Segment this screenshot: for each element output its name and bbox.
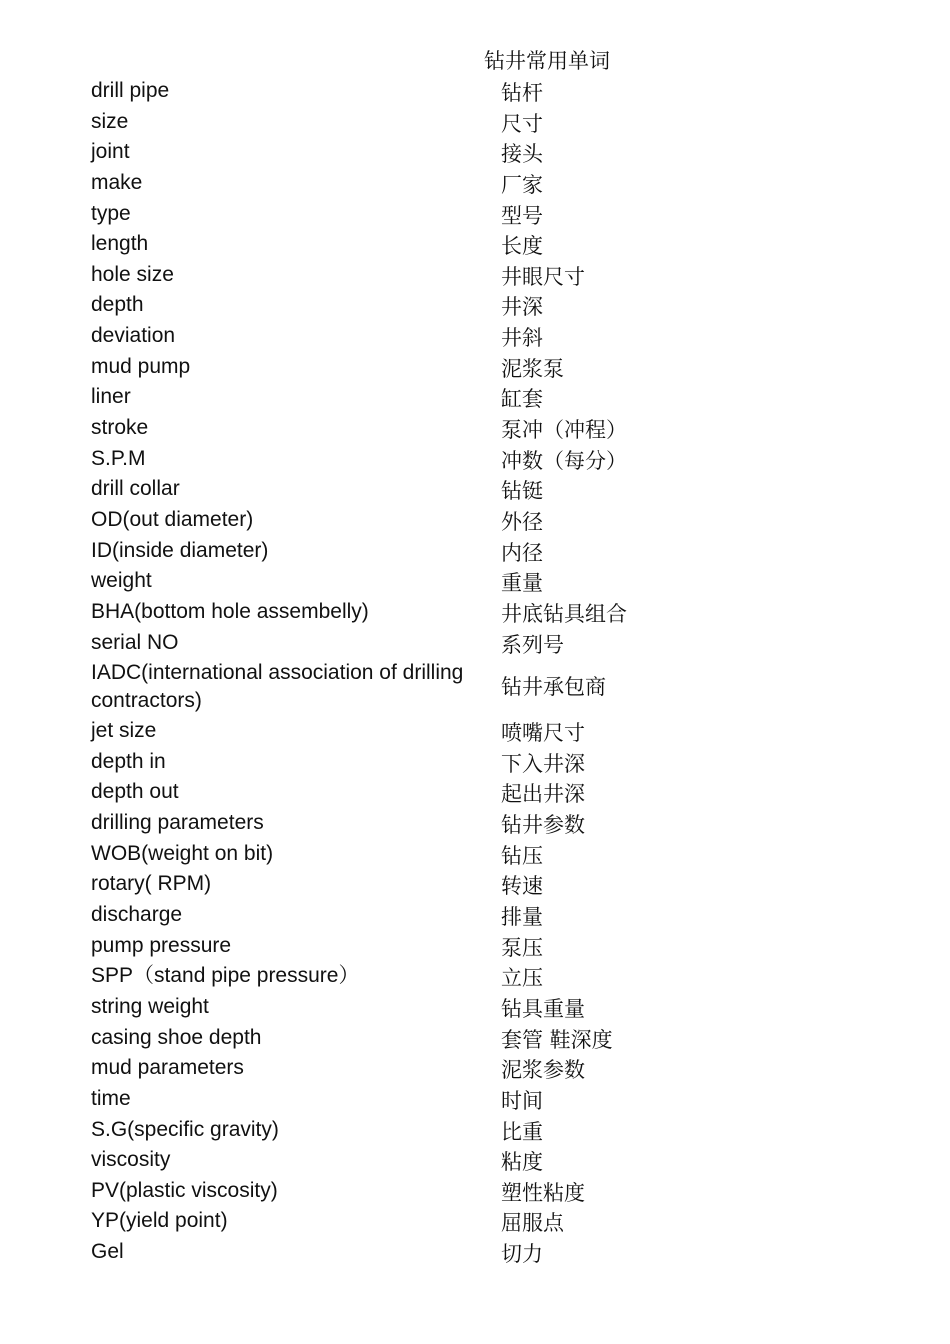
glossary-list: [91, 77, 691, 1269]
entry-meaning: 粘度: [501, 1150, 543, 1175]
glossary-entry: [91, 414, 691, 445]
glossary-entry: [91, 962, 691, 993]
glossary-entry: [91, 77, 691, 108]
glossary-entry: [91, 748, 691, 779]
glossary-entry: [91, 1238, 691, 1269]
glossary-entry: [91, 138, 691, 169]
entry-term: viscosity: [91, 1148, 171, 1172]
glossary-entry: [91, 506, 691, 537]
entry-term: deviation: [91, 324, 176, 348]
entry-meaning: 内径: [501, 540, 543, 565]
entry-term: serial NO: [91, 630, 179, 654]
entry-meaning: 钻铤: [501, 479, 543, 504]
entry-term: depth in: [91, 749, 166, 773]
glossary-entry: [91, 445, 691, 476]
entry-term: S.G(specific gravity): [91, 1117, 279, 1141]
entry-term: drill pipe: [91, 79, 170, 102]
entry-meaning: 尺寸: [501, 111, 543, 136]
entry-meaning: 厂家: [501, 172, 543, 197]
entry-meaning: 立压: [501, 966, 543, 991]
entry-meaning: 切力: [501, 1242, 543, 1267]
glossary-entry: [91, 322, 691, 353]
entry-term: size: [91, 109, 129, 133]
glossary-entry: [91, 291, 691, 322]
entry-term: hole size: [91, 262, 174, 286]
entry-meaning: 下入井深: [501, 751, 585, 776]
glossary-entry: [91, 717, 691, 748]
entry-meaning: 泵压: [501, 935, 543, 960]
glossary-entry: [91, 383, 691, 414]
glossary-entry: [91, 809, 691, 840]
entry-term: IADC(international association of drilling contractors): [91, 661, 464, 713]
entry-term: mud pump: [91, 354, 191, 378]
glossary-entry: [91, 537, 691, 568]
entry-term: drilling parameters: [91, 811, 264, 835]
glossary-entry: [91, 1177, 691, 1208]
entry-meaning: 外径: [501, 509, 543, 534]
glossary-entry: [91, 1116, 691, 1147]
entry-meaning: 时间: [501, 1088, 543, 1113]
entry-meaning: 系列号: [501, 632, 564, 657]
entry-meaning: 排量: [501, 905, 543, 930]
entry-meaning: 钻井参数: [501, 813, 585, 838]
glossary-entry: [91, 353, 691, 384]
entry-meaning: 接头: [501, 142, 543, 167]
entry-meaning: 冲数（每分）: [501, 448, 627, 473]
entry-term: discharge: [91, 903, 183, 927]
entry-meaning: 屈服点: [501, 1211, 564, 1236]
entry-meaning: 塑性粘度: [501, 1180, 585, 1205]
glossary-entry: [91, 1024, 691, 1055]
entry-meaning: 泥浆参数: [501, 1058, 585, 1083]
entry-meaning: 井眼尺寸: [501, 264, 585, 289]
glossary-entry: [91, 932, 691, 963]
glossary-entry: [91, 1054, 691, 1085]
entry-term: OD(out diameter): [91, 507, 254, 531]
entry-term: string weight: [91, 994, 209, 1018]
document-title: 钻井常用单词: [484, 49, 610, 73]
glossary-entry: [91, 200, 691, 231]
entry-meaning: 套管 鞋深度: [501, 1027, 613, 1052]
entry-term: make: [91, 170, 143, 194]
glossary-entry: [91, 993, 691, 1024]
glossary-entry: [91, 598, 691, 629]
glossary-entry: [91, 567, 691, 598]
entry-meaning: 钻井承包商: [501, 675, 606, 700]
entry-term: SPP（stand pipe pressure）: [91, 964, 360, 988]
entry-term: mud parameters: [91, 1056, 244, 1080]
entry-meaning: 转速: [501, 874, 543, 899]
entry-term: BHA(bottom hole assembelly): [91, 599, 369, 623]
entry-term: length: [91, 232, 149, 256]
entry-meaning: 比重: [501, 1119, 543, 1144]
glossary-entry: [91, 659, 691, 717]
glossary-entry: [91, 1146, 691, 1177]
entry-meaning: 缸套: [501, 387, 543, 412]
entry-term: S.P.M: [91, 446, 146, 470]
entry-meaning: 喷嘴尺寸: [501, 721, 585, 746]
glossary-entry: [91, 261, 691, 292]
glossary-entry: [91, 475, 691, 506]
entry-meaning: 井深: [501, 295, 543, 320]
entry-term: rotary( RPM): [91, 872, 212, 896]
entry-term: Gel: [91, 1240, 124, 1264]
entry-meaning: 钻压: [501, 843, 543, 868]
glossary-entry: [91, 1207, 691, 1238]
entry-meaning: 泵冲（冲程）: [501, 418, 627, 443]
entry-term: depth: [91, 293, 144, 317]
entry-term: pump pressure: [91, 933, 232, 957]
glossary-entry: [91, 840, 691, 871]
glossary-entry: [91, 230, 691, 261]
entry-term: stroke: [91, 416, 149, 440]
entry-meaning: 井斜: [501, 326, 543, 351]
glossary-entry: [91, 169, 691, 200]
entry-term: type: [91, 201, 131, 225]
entry-term: liner: [91, 385, 131, 409]
glossary-entry: [91, 1085, 691, 1116]
entry-term: WOB(weight on bit): [91, 841, 274, 865]
entry-term: drill collar: [91, 477, 180, 501]
entry-term: PV(plastic viscosity): [91, 1178, 278, 1202]
entry-term: depth out: [91, 780, 179, 804]
entry-term: time: [91, 1086, 131, 1110]
entry-term: jet size: [91, 719, 157, 743]
glossary-entry: [91, 901, 691, 932]
entry-meaning: 钻具重量: [501, 996, 585, 1021]
entry-meaning: 泥浆泵: [501, 356, 564, 381]
entry-meaning: 重量: [501, 571, 543, 596]
entry-meaning: 型号: [501, 203, 543, 228]
entry-meaning: 长度: [501, 234, 543, 259]
entry-meaning: 起出井深: [501, 782, 585, 807]
entry-term: weight: [91, 569, 152, 593]
entry-term: YP(yield point): [91, 1209, 228, 1233]
glossary-entry: [91, 870, 691, 901]
entry-term: ID(inside diameter): [91, 538, 269, 562]
glossary-entry: [91, 108, 691, 139]
entry-meaning: 井底钻具组合: [501, 601, 627, 626]
entry-term: joint: [91, 140, 130, 164]
glossary-entry: [91, 778, 691, 809]
entry-term: casing shoe depth: [91, 1025, 262, 1049]
glossary-entry: [91, 629, 691, 660]
entry-meaning: 钻杆: [501, 81, 543, 105]
